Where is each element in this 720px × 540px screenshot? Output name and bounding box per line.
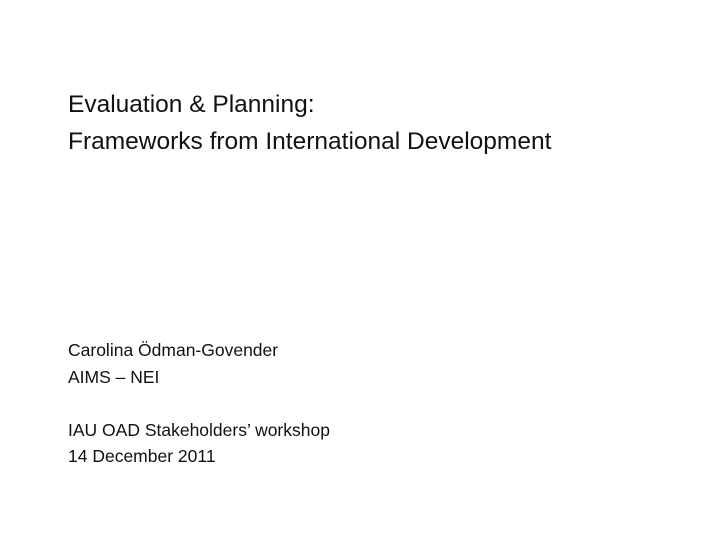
title-line-2: Frameworks from International Development: [68, 128, 552, 155]
event-date: 14 December 2011: [68, 446, 216, 466]
spacer: [68, 390, 668, 417]
title-line-1: Evaluation & Planning:: [68, 91, 315, 118]
presenter-affiliation: AIMS – NEI: [68, 366, 160, 387]
presenter-info: [68, 337, 668, 470]
slide-title: [68, 86, 698, 160]
event-name: IAU OAD Stakeholders’ workshop: [68, 419, 330, 440]
presenter-name: Carolina Ödman-Govender: [68, 340, 279, 360]
